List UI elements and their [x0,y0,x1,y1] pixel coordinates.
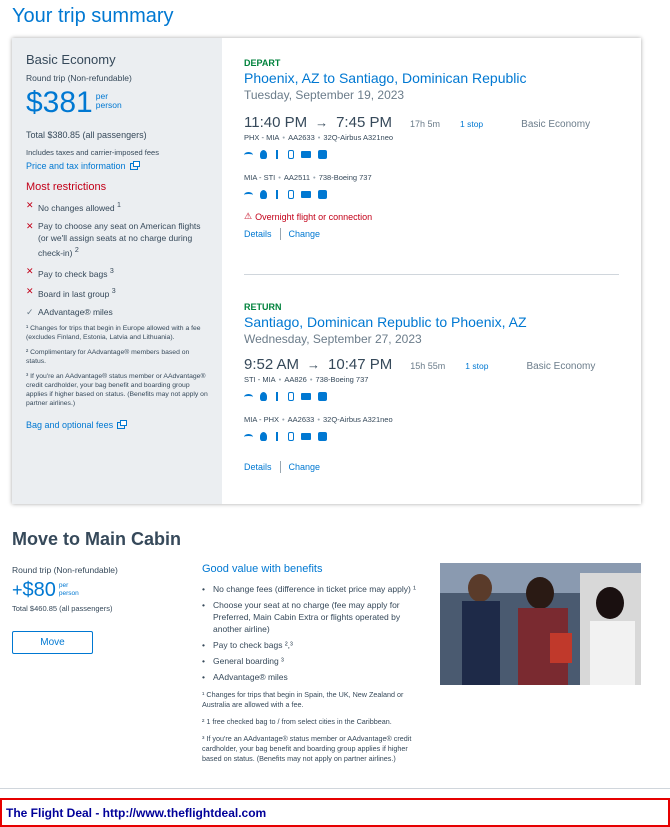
power-icon [260,150,267,159]
list-item [26,220,208,259]
plus-sign: + [12,580,23,600]
return-route: Santiago, Dominican Republic to Phoenix, AZ [244,314,527,330]
wifi-icon [244,192,253,198]
includes-note: Includes taxes and carrier-imposed fees [26,148,159,157]
segment-route: PHX - MIA [244,133,280,142]
departure-time: 9:52 AM [244,356,300,373]
separator [280,461,281,473]
footnote-ref: 2 [74,245,79,254]
segment: STI - MIA • AA826 • 738-Boeing 737 [244,375,369,384]
segment: MIA - STI • AA2511 • 738-Boeing 737 [244,173,372,182]
usb-icon [276,190,281,199]
depart-route: Phoenix, AZ to Santiago, Dominican Republic [244,70,527,86]
trip-summary-card [12,38,641,504]
benefits-list [202,583,422,683]
usb-icon [276,150,281,159]
fare-total: Total $380.85 (all passengers) [26,130,147,140]
move-button[interactable]: Move [12,631,93,654]
arrow-right-icon: → [307,357,321,372]
footnote: ¹ Changes for trips that begin in Spain, the UK, New Zealand or Australia are allowed with a fee. [202,690,404,709]
list-item: • General boarding ³ [202,655,422,667]
benefits [202,563,422,764]
app-icon [318,432,327,441]
x-icon: ✕ [26,265,34,276]
aircraft: 32Q-Airbus A321neo [323,133,394,142]
duration: 15h 55m [410,361,446,371]
phone-icon [288,392,294,401]
trip-type: Round trip (Non-refundable) [26,73,132,83]
wifi-icon [244,394,253,400]
list-item: • Pay to check bags ²,³ [202,639,422,651]
fare-footnotes [26,324,208,408]
departure-time: 11:40 PM [244,114,308,131]
separator [280,228,281,240]
bag-fees-link-label: Bag and optional fees [26,420,114,431]
external-link-icon [117,422,125,429]
usb-icon [276,432,281,441]
usb-icon [276,392,281,401]
phone-icon [288,432,294,441]
fare-name: Basic Economy [26,52,116,67]
return-label: RETURN [244,302,282,312]
fare-price: $381 [26,86,93,119]
restriction-text: Pay to check bags [38,268,108,279]
footnote-ref: 1 [116,201,121,209]
x-icon: ✕ [26,200,34,210]
leg-fare: Basic Economy [526,361,596,372]
aircraft: 738-Boeing 737 [318,173,372,182]
segment-route: MIA - PHX [244,415,280,424]
footnote: ¹ Changes for trips that begin in Europe allowed with a fee (excludes Finland, Estonia, Latvia and Lithuania). [26,325,201,342]
checkmark-icon: ✓ [26,307,34,318]
page-title: Your trip summary [12,5,174,27]
per-person-label: per person [95,91,122,110]
wifi-icon [244,434,253,440]
flight-number: AA826 [284,375,307,384]
amenities [244,392,619,401]
entertainment-icon [301,393,311,400]
upgrade-total: Total $460.85 (all passengers) [12,604,113,613]
warning-icon: ⚠ [244,211,253,221]
restriction-text: Board in last group [38,289,110,300]
x-icon: ✕ [26,220,34,231]
footnote: ² Complimentary for AAdvantage® members based on status. [26,349,190,366]
depart-label: DEPART [244,58,281,68]
benefit-text: AAdvantage® miles [38,307,113,318]
leg-fare: Basic Economy [521,119,591,130]
amenities [244,432,619,441]
flight-number: AA2633 [288,133,315,142]
depart-leg [244,58,619,240]
footnote-ref: 3 [109,266,114,275]
app-icon [318,392,327,401]
segment: MIA - PHX • AA2633 • 32Q-Airbus A321neo [244,415,393,424]
benefits-footnotes [202,690,422,764]
amenities [244,150,619,159]
app-icon [318,190,327,199]
main-cabin-title: Move to Main Cabin [12,529,182,549]
restrictions-title: Most restrictions [26,181,107,193]
stops-link[interactable]: 1 stop [465,361,489,371]
list-item [26,306,208,318]
restriction-text: No changes allowed [38,202,115,213]
footnote: ² 1 free checked bag to / from select cities in the Caribbean. [202,717,392,726]
entertainment-icon [301,151,311,158]
warning-text: Overnight flight or connection [255,211,373,222]
arrival-time: 7:45 PM [336,114,392,131]
flight-number: AA2511 [283,173,311,182]
banner-text: The Flight Deal - http://www.theflightdeal.com [6,805,267,820]
footnote: ³ If you're an AAdvantage® status member or AAdvantage® credit cardholder, your bag benefit and boarding group applies if higher based on status. (Benefits may not apply on partner airlines.) [202,734,412,763]
cabin-photo [440,563,641,685]
segment-route: STI - MIA [244,375,276,384]
phone-icon [288,190,294,199]
list-item [26,285,208,300]
aircraft: 738-Boeing 737 [315,375,369,384]
depart-date: Tuesday, September 19, 2023 [244,88,405,102]
fare-panel [12,38,222,504]
arrow-right-icon: → [315,115,329,130]
app-icon [318,150,327,159]
list-item: • No change fees (difference in ticket price may apply) ¹ [202,583,422,595]
change-link[interactable]: Change [288,462,321,472]
return-date: Wednesday, September 27, 2023 [244,332,422,346]
details-link[interactable]: Details [244,462,272,472]
aircraft: 32Q-Airbus A321neo [323,415,393,424]
per-person-label: per person [58,582,79,597]
duration: 17h 5m [409,119,440,129]
arrival-time: 10:47 PM [328,356,393,373]
benefits-title: Good value with benefits [202,563,323,575]
return-times [244,356,619,373]
list-item: • Choose your seat at no charge (fee may apply for Preferred, Main Cabin Extra or flights operated by another airline) [202,599,422,635]
price-tax-link-label: Price and tax information [26,161,126,171]
entertainment-icon [301,191,311,198]
list-item [26,265,208,280]
phone-icon [288,150,294,159]
power-icon [260,432,267,441]
overnight-warning [244,211,619,222]
details-link[interactable]: Details [244,229,272,239]
depart-links [244,228,619,240]
price-tax-link[interactable] [26,161,208,171]
wifi-icon [244,152,253,158]
list-item: • AAdvantage® miles [202,671,422,683]
change-link[interactable]: Change [288,229,321,239]
divider [244,274,619,275]
footnote: ³ If you're an AAdvantage® status member or AAdvantage® credit cardholder, your bag benefit and boarding group applies if higher based on status. (Benefits may not apply on partner airlines.) [26,373,208,408]
flight-number: AA2633 [287,415,315,424]
power-icon [260,392,267,401]
entertainment-icon [301,433,311,440]
flight-deal-banner [0,798,670,827]
list-item [26,199,208,214]
x-icon: ✕ [26,286,34,297]
return-links [244,461,619,473]
depart-times [244,114,619,131]
amenities [244,190,619,199]
return-leg [244,302,619,473]
upgrade-price: $80 [22,579,56,601]
footer-divider [0,788,670,789]
bag-fees-link[interactable] [26,420,208,430]
restrictions-list [26,199,208,318]
main-cabin-price [12,565,192,654]
power-icon [260,190,267,199]
trip-type: Round trip (Non-refundable) [12,565,118,575]
stops-link[interactable]: 1 stop [460,119,484,129]
segment: PHX - MIA • AA2633 • 32Q-Airbus A321neo [244,133,394,142]
price-row [26,86,208,120]
restriction-text: Pay to choose any seat on American flights (or we'll assign seats at no charge during check-in) [38,220,201,258]
footnote-ref: 3 [111,287,116,296]
segment-route: MIA - STI [244,173,276,182]
external-link-icon [130,163,138,170]
price-row [12,579,192,601]
